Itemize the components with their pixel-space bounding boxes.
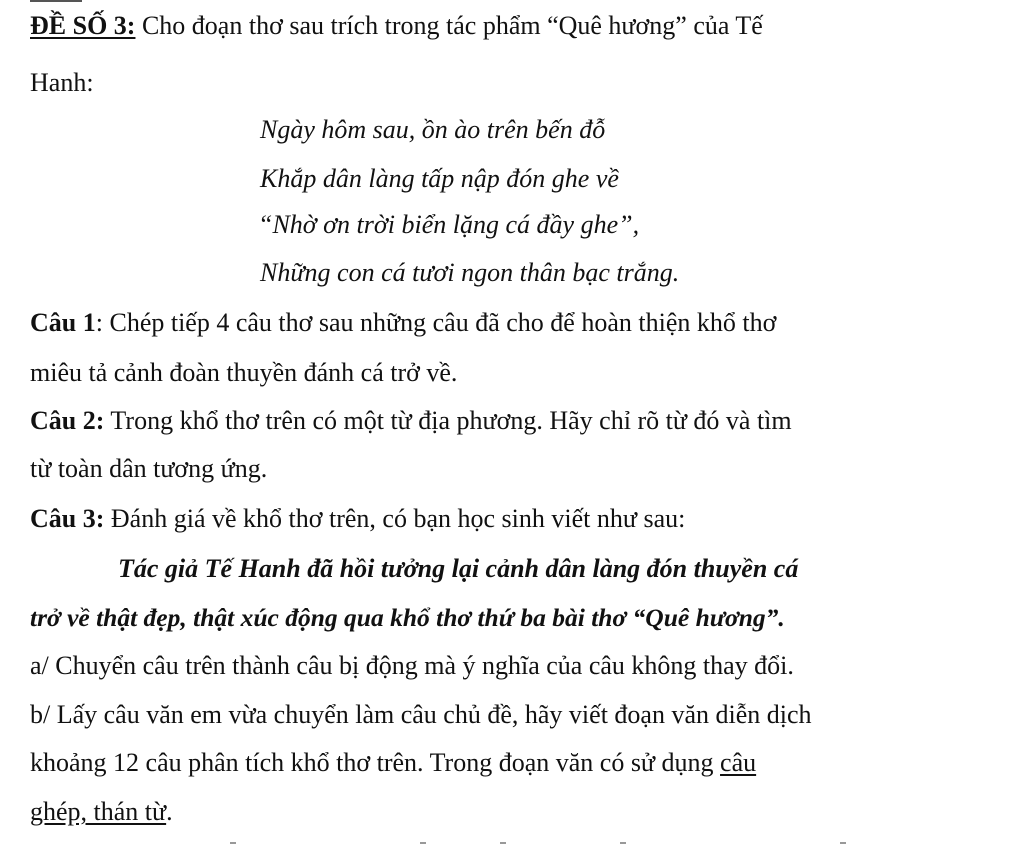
question-2-label: Câu 2: [30,406,105,435]
question-1-line-1 [30,310,776,336]
part-b-underlined-start: câu [720,748,757,777]
question-3-part-a: a/ Chuyển câu trên thành câu bị động mà ý nghĩa của câu không thay đổi. [30,651,794,680]
question-3-line-1 [30,506,685,532]
question-3-text: Đánh giá về khổ thơ trên, có bạn học sinh viết như sau: [104,504,686,533]
question-3-label: Câu 3: [30,504,105,533]
question-3-part-b-line-3 [30,799,173,825]
question-2-text: Trong khổ thơ trên có một từ địa phương. Hãy chỉ rõ từ đó và tìm [104,406,792,435]
part-b-text: khoảng 12 câu phân tích khổ thơ trên. Trong đoạn văn có sử dụng [30,748,721,777]
heading-label: ĐỀ SỐ 3: [30,11,136,40]
heading-text: Cho đoạn thơ sau trích trong tác phẩm “Quê hương” của Tế [135,11,763,40]
top-rule [30,0,82,2]
student-quote-line-2: trở về thật đẹp, thật xúc động qua khổ thơ thứ ba bài thơ “Quê hương”. [30,603,785,632]
poem-line-1: Ngày hôm sau, ồn ào trên bến đỗ [260,115,606,144]
student-quote-line-1: Tác giả Tế Hanh đã hồi tưởng lại cảnh dân làng đón thuyền cá [118,554,799,583]
question-3-part-b-line-1: b/ Lấy câu văn em vừa chuyển làm câu chủ đề, hãy viết đoạn văn diễn dịch [30,700,812,729]
question-2-line-2: từ toàn dân tương ứng. [30,454,268,483]
part-b-period: . [166,797,173,826]
poem-line-2: Khắp dân làng tấp nập đón ghe về [260,164,619,193]
poem-line-4: Những con cá tươi ngon thân bạc trắng. [260,258,680,287]
heading-line-2: Hanh: [30,68,94,97]
part-b-underlined-end: ghép, thán từ [30,797,167,826]
poem-line-3: “Nhờ ơn trời biển lặng cá đầy ghe”, [258,210,640,239]
heading-line-1 [30,13,763,39]
question-1-label: Câu 1 [30,308,96,337]
question-2-line-1 [30,408,792,434]
question-1-line-2: miêu tả cảnh đoàn thuyền đánh cá trở về. [30,358,458,387]
question-1-text: : Chép tiếp 4 câu thơ sau những câu đã cho để hoàn thiện khổ thơ [95,308,777,337]
question-3-part-b-line-2 [30,750,756,776]
bottom-scan-marks [0,839,1024,845]
